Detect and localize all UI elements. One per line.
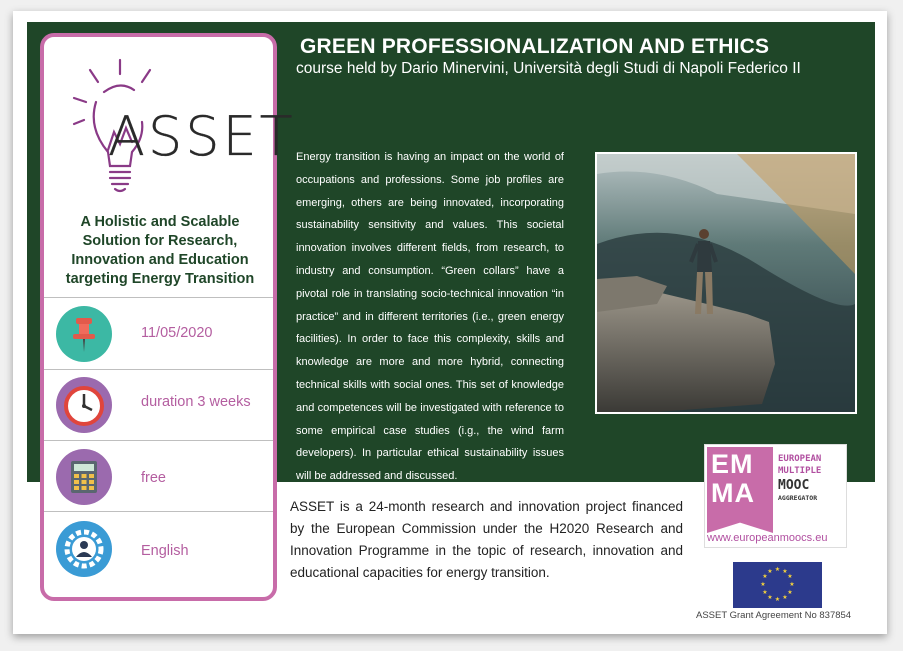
course-title: GREEN PROFESSIONALIZATION AND ETHICS [300,35,770,58]
sidebar-tagline: A Holistic and Scalable Solution for Research, Innovation and Education targeting Energy Transition [65,214,255,287]
svg-text:★: ★ [782,595,788,601]
grant-agreement: ASSET Grant Agreement No 837854 [696,610,852,621]
emma-url[interactable]: www.europeanmoocs.eu [707,532,828,544]
cliff-photo [595,152,857,414]
emma-letters-top: EM [711,449,754,479]
emma-word-4: AGGREGATOR [778,494,818,502]
svg-text:★: ★ [787,574,793,580]
divider [44,297,273,298]
pushpin-icon [56,306,112,362]
person-gear-icon [56,521,112,577]
date-label: 11/05/2020 [141,325,213,341]
clock-icon [56,377,112,433]
divider [44,440,273,441]
price-label: free [141,470,166,486]
svg-text:★: ★ [787,590,793,596]
svg-text:★: ★ [782,569,788,575]
svg-text:★: ★ [774,597,781,603]
emma-word-3: MOOC [778,478,810,493]
svg-text:★: ★ [760,582,766,588]
emma-word-1: EUROPEAN [778,454,822,464]
logo-wordmark: ASSET [108,105,296,168]
course-subtitle: course held by Dario Minervini, Università degli Studi di Napoli Federico II [296,60,801,77]
project-description: ASSET is a 24-month research and innovation project financed by the European Commission under the H2020 Research and Innovation Programme in the topic of research, innovation and educational capacities for energy transition. [290,499,683,580]
svg-text:★: ★ [767,595,773,601]
eu-flag-icon [733,562,822,608]
asset-logo [68,58,296,196]
svg-text:★: ★ [774,567,781,573]
svg-text:★: ★ [762,574,768,580]
emma-word-2: MULTIPLE [778,466,822,476]
divider [44,511,273,512]
svg-text:★: ★ [762,590,768,596]
course-description: Energy transition is having an impact on the world of occupations and professions. Some job profiles are emerging, others are being innovated, incorporating sustainability sensitivity and values. This societal innovation involves different fields, from research, to industry and consumption. “Green collars” have a pivotal role in translating socio-technical innovation “in practice” and in different territories (i.e., green energy facilities). In order to face this complexity, skills and knowledge are more and more hybrid, connecting technical skills with social ones. This set of knowledge and competences will be investigated with reference to some empirical case studies (i.g., the wind farm developers). In particular ethical sustainability issues will be addressed and discussed. [296,151,564,483]
language-label: English [141,543,189,559]
svg-text:★: ★ [767,569,773,575]
svg-text:★: ★ [789,582,795,588]
calculator-icon [56,449,112,505]
duration-label: duration 3 weeks [141,394,251,410]
emma-letters-bottom: MA [711,478,755,508]
divider [44,369,273,370]
